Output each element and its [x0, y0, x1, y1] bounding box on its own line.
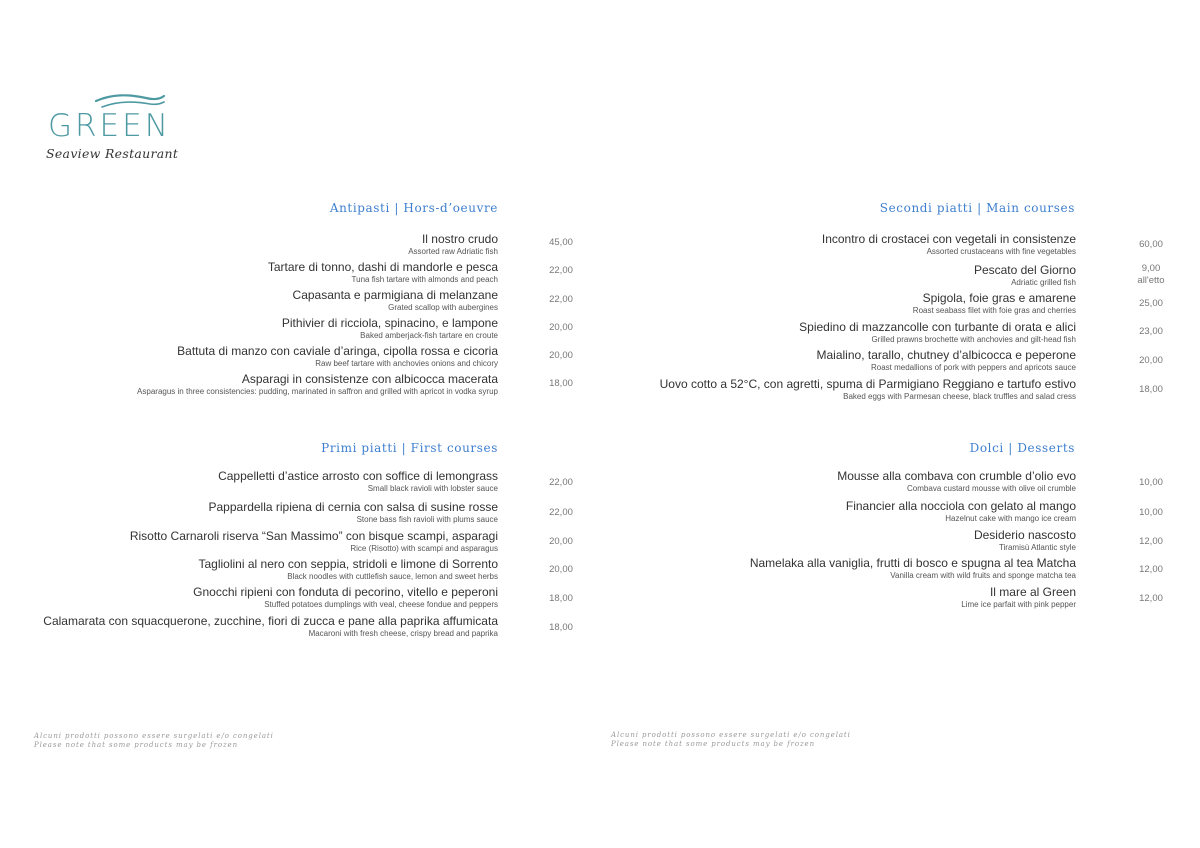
- menu-item: [817, 348, 1077, 373]
- item-name: Mousse alla combava con crumble d’olio evo: [837, 469, 1076, 483]
- menu-item: [974, 528, 1076, 553]
- price-unit: all'etto: [1137, 275, 1165, 286]
- frozen-notice-en: Please note that some products may be frozen: [611, 740, 815, 748]
- item-name: Pappardella ripiena di cernia con salsa di susine rosse: [208, 500, 498, 514]
- item-description: Macaroni with fresh cheese, crispy bread and paprika: [308, 629, 498, 638]
- item-description: Roast seabass filet with foie gras and cherries: [912, 306, 1076, 315]
- menu-item: [799, 320, 1076, 345]
- item-price: [1126, 263, 1176, 287]
- item-name: Tagliolini al nero con seppia, stridoli e limone di Sorrento: [198, 557, 498, 571]
- item-name: Incontro di crostacei con vegetali in consistenze: [821, 232, 1076, 246]
- item-price: 18,00: [549, 378, 573, 389]
- item-name: Calamarata con squacquerone, zucchine, fiori di zucca e pane alla paprika affumicata: [43, 614, 498, 628]
- item-price: 12,00: [1139, 536, 1163, 547]
- item-price: 20,00: [549, 350, 573, 361]
- menu-item: [268, 260, 498, 285]
- frozen-notice-right: [611, 731, 851, 749]
- item-description: Stuffed potatoes dumplings with veal, cheese fondue and peppers: [264, 600, 498, 609]
- menu-item: [913, 291, 1076, 316]
- item-name: Namelaka alla vaniglia, frutti di bosco e spugna al tea Matcha: [749, 556, 1076, 570]
- item-description: Combava custard mousse with olive oil crumble: [907, 484, 1076, 493]
- item-description: Lime ice parfait with pink pepper: [961, 600, 1076, 609]
- item-price: 20,00: [549, 322, 573, 333]
- frozen-notice-en: Please note that some products may be frozen: [34, 741, 238, 749]
- menu-item: [177, 344, 498, 369]
- item-price: 18,00: [549, 593, 573, 604]
- item-price: 20,00: [549, 536, 573, 547]
- menu-item: [750, 556, 1076, 581]
- item-description: Roast medallions of pork with peppers and apricots sauce: [871, 363, 1076, 372]
- item-price: 10,00: [1139, 477, 1163, 488]
- item-name: Cappelletti d’astice arrosto con soffice di lemongrass: [218, 469, 498, 483]
- menu-item: [660, 377, 1076, 402]
- item-description: Black noodles with cuttlefish sauce, lemon and sweet herbs: [287, 572, 498, 581]
- logo-wordmark: GREEN: [48, 108, 171, 144]
- menu-item: [137, 372, 498, 397]
- item-name: Pescato del Giorno: [973, 263, 1076, 277]
- menu-item: [293, 288, 498, 313]
- item-description: Rice (Risotto) with scampi and asparagus: [350, 544, 498, 553]
- section-title-secondi: Secondi piatti | Main courses: [879, 201, 1075, 215]
- item-price: 18,00: [1139, 384, 1163, 395]
- menu-item: [408, 232, 498, 257]
- item-description: Grated scallop with aubergines: [388, 303, 498, 312]
- item-name: Financier alla nocciola con gelato al mango: [845, 499, 1076, 513]
- item-description: Baked eggs with Parmesan cheese, black truffles and salad cress: [843, 392, 1076, 401]
- item-description: Raw beef tartare with anchovies onions and chicory: [315, 359, 498, 368]
- item-name: Spiedino di mazzancolle con turbante di orata e alici: [799, 320, 1076, 334]
- item-name: Battuta di manzo con caviale d’aringa, cipolla rossa e cicoria: [177, 344, 498, 358]
- item-price: 22,00: [549, 477, 573, 488]
- item-name: Gnocchi ripieni con fonduta di pecorino, vitello e peperoni: [193, 585, 498, 599]
- price-value: 9,00: [1141, 263, 1161, 274]
- item-price: 20,00: [1139, 355, 1163, 366]
- frozen-notice-it: Alcuni prodotti possono essere surgelati e/o congelati: [34, 732, 274, 740]
- item-price: 20,00: [549, 564, 573, 575]
- item-name: Asparagi in consistenze con albicocca macerata: [241, 372, 498, 386]
- item-price: 22,00: [549, 265, 573, 276]
- restaurant-logo: [46, 92, 196, 168]
- item-name: Il mare al Green: [989, 585, 1076, 599]
- item-price: 12,00: [1139, 564, 1163, 575]
- menu-item: [209, 500, 499, 525]
- menu-item: [43, 614, 498, 639]
- item-name: Risotto Carnaroli riserva “San Massimo” con bisque scampi, asparagi: [129, 529, 498, 543]
- item-description: Stone bass fish ravioli with plums sauce: [356, 515, 498, 524]
- item-description: Hazelnut cake with mango ice cream: [945, 514, 1076, 523]
- item-name: Uovo cotto a 52°C, con agretti, spuma di Parmigiano Reggiano e tartufo estivo: [659, 377, 1076, 391]
- item-price: 22,00: [549, 507, 573, 518]
- item-description: Grilled prawns brochette with anchovies and gilt-head fish: [871, 335, 1076, 344]
- item-description: Assorted crustaceans with fine vegetables: [926, 247, 1076, 256]
- menu-item: [846, 499, 1076, 524]
- menu-item: [822, 232, 1076, 257]
- item-name: Maialino, tarallo, chutney d’albicocca e peperone: [816, 348, 1076, 362]
- menu-item: [961, 585, 1076, 610]
- menu-item: [282, 316, 498, 341]
- item-price: 12,00: [1139, 593, 1163, 604]
- item-price: 45,00: [549, 237, 573, 248]
- item-price: 25,00: [1139, 298, 1163, 309]
- item-description: Assorted raw Adriatic fish: [408, 247, 498, 256]
- item-name: Spigola, foie gras e amarene: [922, 291, 1076, 305]
- item-description: Tiramisù Atlantic style: [998, 543, 1076, 552]
- item-price: 10,00: [1139, 507, 1163, 518]
- menu-item: [199, 557, 499, 582]
- menu-item: [218, 469, 498, 494]
- frozen-notice-it: Alcuni prodotti possono essere surgelati e/o congelati: [611, 731, 851, 739]
- item-price: 18,00: [549, 622, 573, 633]
- item-description: Asparagus in three consistencies: pudding, marinated in saffron and grilled with apricot in vodka syrup: [137, 387, 498, 396]
- item-price: 23,00: [1139, 326, 1163, 337]
- item-description: Baked amberjack-fish tartare en croute: [360, 331, 498, 340]
- menu-item: [193, 585, 498, 610]
- item-name: Tartare di tonno, dashi di mandorle e pesca: [267, 260, 498, 274]
- item-description: Adriatic grilled fish: [1011, 278, 1076, 287]
- item-price: 60,00: [1139, 239, 1163, 250]
- item-name: Capasanta e parmigiana di melanzane: [292, 288, 498, 302]
- frozen-notice-left: [34, 732, 274, 750]
- section-title-antipasti: Antipasti | Hors-d’oeuvre: [329, 201, 498, 215]
- item-description: Vanilla cream with wild fruits and sponge matcha tea: [890, 571, 1076, 580]
- item-name: Il nostro crudo: [421, 232, 498, 246]
- item-price: 22,00: [549, 294, 573, 305]
- item-name: Desiderio nascosto: [973, 528, 1076, 542]
- item-name: Pithivier di ricciola, spinacino, e lampone: [281, 316, 498, 330]
- logo-subtitle: Seaview Restaurant: [46, 146, 179, 161]
- section-title-dolci: Dolci | Desserts: [969, 441, 1075, 455]
- item-description: Tuna fish tartare with almonds and peach: [351, 275, 498, 284]
- item-description: Small black ravioli with lobster sauce: [367, 484, 498, 493]
- menu-item: [837, 469, 1076, 494]
- section-title-primi: Primi piatti | First courses: [321, 441, 498, 455]
- menu-item: [130, 529, 498, 554]
- menu-item: [974, 263, 1076, 288]
